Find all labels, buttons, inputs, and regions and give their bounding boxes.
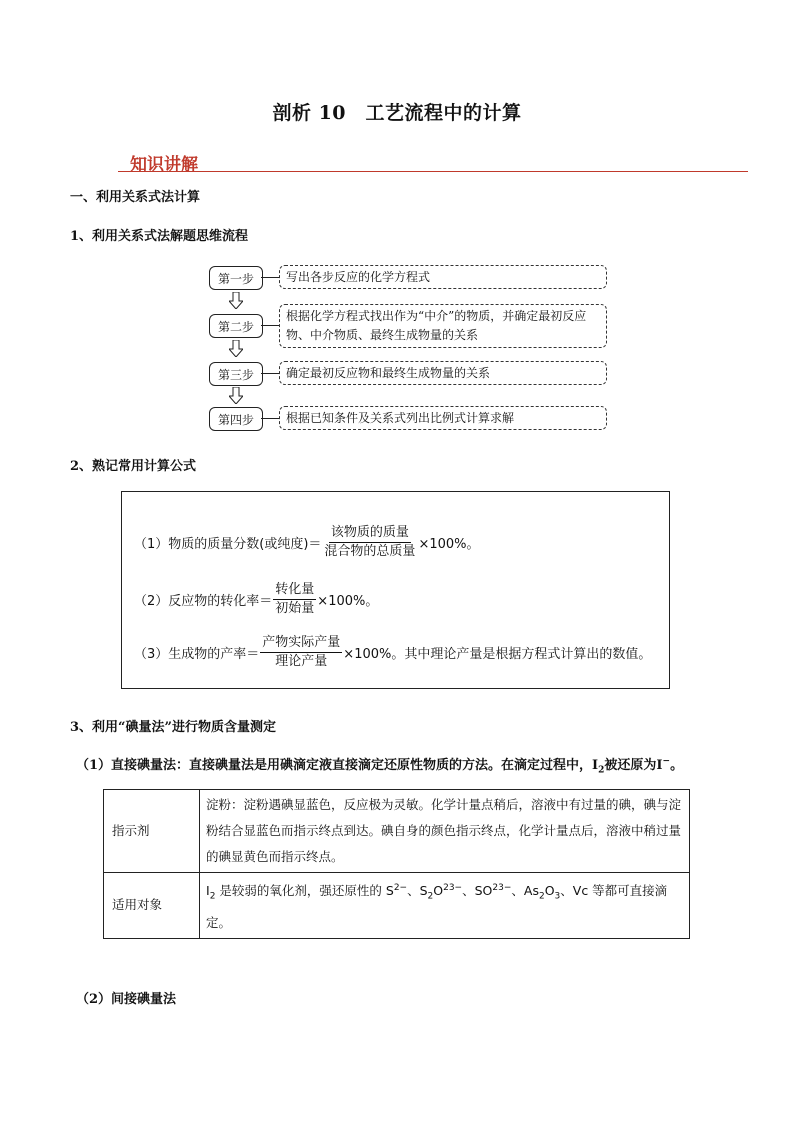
fraction xyxy=(273,582,316,617)
flow-step-2: 第二步 xyxy=(209,314,263,338)
fraction xyxy=(322,525,417,560)
flow-step-3: 第三步 xyxy=(209,362,263,386)
heading-flow: 1、利用关系式法解题思维流程 xyxy=(70,229,249,244)
chem-text: O xyxy=(544,883,555,899)
flow-connector xyxy=(261,277,279,278)
page-title: 剖析 10 工艺流程中的计算 xyxy=(272,102,522,124)
fraction xyxy=(260,635,342,670)
chem-i: I xyxy=(592,758,599,773)
section-divider xyxy=(118,171,748,172)
numerator: 产物实际产量 xyxy=(260,635,342,653)
down-arrow-icon xyxy=(229,292,243,309)
down-arrow-icon xyxy=(229,387,243,404)
table-cell-label: 指示剂 xyxy=(104,790,200,873)
table-row xyxy=(104,790,690,873)
superscript: 23− xyxy=(492,883,512,893)
formula-text: （1）物质的质量分数(或纯度)＝ xyxy=(134,537,322,552)
formula-mass-fraction xyxy=(134,525,480,560)
subscript: 2 xyxy=(538,891,545,902)
formula-conversion-rate xyxy=(134,582,378,617)
numerator: 转化量 xyxy=(273,582,316,600)
flow-box-3: 确定最初反应物和最终生成物量的关系 xyxy=(279,361,607,385)
heading-iodometry: 3、利用“碘量法”进行物质含量测定 xyxy=(70,720,277,735)
superscript: 2− xyxy=(393,883,408,893)
subscript: 2 xyxy=(427,891,434,902)
flow-step-4: 第四步 xyxy=(209,407,263,431)
chem-text: 、S xyxy=(407,883,428,899)
iodometry-table xyxy=(103,789,690,939)
paragraph-text: 被还原为 xyxy=(604,758,657,773)
formula-text: （2）反应物的转化率＝ xyxy=(134,594,273,609)
superscript: 23− xyxy=(443,883,463,893)
flow-box-1: 写出各步反应的化学方程式 xyxy=(279,265,607,289)
denominator: 初始量 xyxy=(275,601,315,616)
flow-connector xyxy=(261,373,279,374)
flow-connector xyxy=(261,418,279,419)
formula-box xyxy=(121,491,670,689)
chem-text: 是较弱的氧化剂，强还原性的 S xyxy=(215,883,394,899)
flow-box-4: 根据已知条件及关系式列出比例式计算求解 xyxy=(279,406,607,430)
denominator: 理论产量 xyxy=(275,654,328,669)
table-cell-text xyxy=(200,873,690,939)
table-row xyxy=(104,873,690,939)
down-arrow-icon xyxy=(229,340,243,357)
formula-text: ×100%。其中理论产量是根据方程式计算出的数值。 xyxy=(343,647,652,662)
superscript: − xyxy=(662,756,671,767)
flow-step-1: 第一步 xyxy=(209,266,263,290)
table-cell-text: 淀粉：淀粉遇碘显蓝色，反应极为灵敏。化学计量点稍后，溶液中有过量的碘，碘与淀粉结合显蓝色而指示终点到达。碘自身的颜色指示终点，化学计量点后，溶液中稍过量的碘显黄色而指示终点。 xyxy=(200,790,690,873)
section-heading: 知识讲解 xyxy=(130,155,198,175)
formula-text: ×100%。 xyxy=(317,594,379,609)
numerator: 该物质的质量 xyxy=(329,525,411,543)
table-cell-label: 适用对象 xyxy=(104,873,200,939)
chem-text: 、SO xyxy=(462,883,493,899)
flow-box-2: 根据化学方程式找出作为“中介”的物质，并确定最初反应物、中介物质、最终生成物量的关系 xyxy=(279,304,607,348)
heading-indirect-iodometry: （2）间接碘量法 xyxy=(76,992,177,1007)
chem-text: 、Vc 等都可直接滴定。 xyxy=(206,883,668,930)
formula-text: ×100%。 xyxy=(418,537,480,552)
subscript: 2 xyxy=(209,891,216,902)
flow-connector xyxy=(261,325,279,326)
chem-text: I xyxy=(206,883,210,899)
heading-relation-method: 一、利用关系式法计算 xyxy=(70,190,201,205)
subscript: 2 xyxy=(598,765,605,776)
paragraph-direct-iodometry xyxy=(76,754,683,776)
subscript: 3 xyxy=(554,891,561,902)
formula-yield xyxy=(134,635,651,670)
chem-text: O xyxy=(433,883,444,899)
paragraph-text: 。 xyxy=(670,758,684,773)
paragraph-text: （1）直接碘量法：直接碘量法是用碘滴定液直接滴定还原性物质的方法。在滴定过程中， xyxy=(76,758,593,773)
chem-text: 、As xyxy=(511,883,539,899)
denominator: 混合物的总质量 xyxy=(324,544,416,559)
chem-ion: I xyxy=(656,758,663,773)
formula-text: （3）生成物的产率＝ xyxy=(134,647,260,662)
heading-formulas: 2、熟记常用计算公式 xyxy=(70,459,197,474)
